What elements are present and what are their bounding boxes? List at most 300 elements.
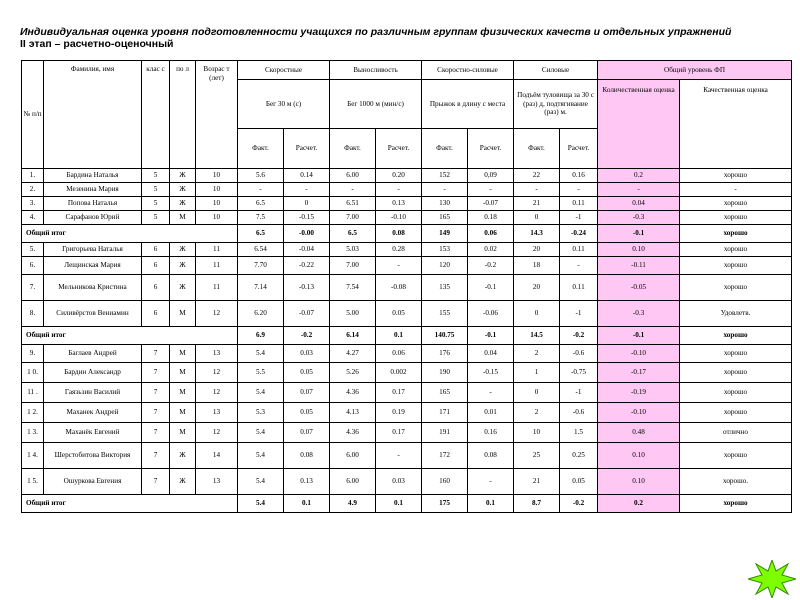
cell-sc: 0.16 — [560, 169, 598, 183]
cell-sex: М — [170, 211, 196, 225]
cell-class: 7 — [142, 443, 170, 469]
cell-class: 7 — [142, 363, 170, 383]
cell-quantitative: -0.19 — [598, 383, 680, 403]
cell-jf: 171 — [422, 403, 468, 423]
total-row — [22, 225, 792, 243]
cell-sc: -0.2 — [560, 327, 598, 345]
cell-num: 1 4. — [22, 443, 44, 469]
cell-qualitative: - — [680, 183, 792, 197]
cell-r30f: 6.5 — [238, 197, 284, 211]
cell-sex: М — [170, 363, 196, 383]
cell-name: Бардина Наталья — [44, 169, 142, 183]
cell-age: 10 — [196, 169, 238, 183]
cell-quantitative: 0.10 — [598, 243, 680, 257]
cell-sex: Ж — [170, 169, 196, 183]
cell-jc: -0.15 — [468, 363, 514, 383]
cell-num: 6. — [22, 257, 44, 275]
cell-num: 8. — [22, 301, 44, 327]
cell-sf: 0 — [514, 211, 560, 225]
table-row — [22, 169, 792, 183]
cell-quantitative: -0.1 — [598, 327, 680, 345]
cell-jc: 0.1 — [468, 495, 514, 513]
cell-sf: 8.7 — [514, 495, 560, 513]
cell-name: Сарафанов Юрий — [44, 211, 142, 225]
cell-qualitative: хорошо — [680, 363, 792, 383]
cell-r1000c: 0.05 — [376, 301, 422, 327]
cell-r30c: 0.1 — [284, 495, 330, 513]
cell-age: 10 — [196, 211, 238, 225]
cell-r1000f: 6.00 — [330, 469, 376, 495]
cell-name: Бардин Александр — [44, 363, 142, 383]
cell-sf: 18 — [514, 257, 560, 275]
cell-age: 14 — [196, 443, 238, 469]
cell-r30c: -0.22 — [284, 257, 330, 275]
cell-name: Силивёрстов Вениамин — [44, 301, 142, 327]
cell-jc: 0.18 — [468, 211, 514, 225]
cell-quantitative: 0.2 — [598, 169, 680, 183]
cell-num: 5. — [22, 243, 44, 257]
cell-r1000c: 0.20 — [376, 169, 422, 183]
cell-r1000c: - — [376, 257, 422, 275]
cell-quantitative: - — [598, 183, 680, 197]
header-calc: Расчет. — [468, 129, 514, 169]
cell-num: 1 3. — [22, 423, 44, 443]
cell-r1000f: 7.00 — [330, 257, 376, 275]
cell-jf: 172 — [422, 443, 468, 469]
table-row — [22, 383, 792, 403]
cell-sf: 20 — [514, 243, 560, 257]
cell-quantitative: 0.2 — [598, 495, 680, 513]
cell-r1000f: 4.36 — [330, 423, 376, 443]
cell-sc: -0.24 — [560, 225, 598, 243]
cell-age: 13 — [196, 403, 238, 423]
cell-r30f: 5.4 — [238, 495, 284, 513]
cell-jf: 191 — [422, 423, 468, 443]
cell-name: Григорьева Наталья — [44, 243, 142, 257]
cell-r30c: -0.15 — [284, 211, 330, 225]
header-age: Возрас т (лет) — [196, 61, 238, 169]
cell-jf: 152 — [422, 169, 468, 183]
cell-jf: 160 — [422, 469, 468, 495]
cell-sc: -0.6 — [560, 345, 598, 363]
total-row — [22, 495, 792, 513]
header-quantitative: Количественная оценка — [598, 80, 680, 169]
cell-r30f: 6.20 — [238, 301, 284, 327]
cell-sf: 14.3 — [514, 225, 560, 243]
assessment-table — [21, 60, 792, 513]
cell-sex: М — [170, 383, 196, 403]
header-strength: Силовые — [514, 61, 598, 80]
cell-qualitative: хорошо — [680, 169, 792, 183]
cell-r30f: 5.5 — [238, 363, 284, 383]
cell-jc: - — [468, 183, 514, 197]
cell-sf: 14.5 — [514, 327, 560, 345]
cell-num: 7. — [22, 275, 44, 301]
cell-age: 11 — [196, 243, 238, 257]
cell-r1000c: 0.1 — [376, 495, 422, 513]
cell-sc: -1 — [560, 383, 598, 403]
cell-sc: 1.5 — [560, 423, 598, 443]
header-class: клас с — [142, 61, 170, 169]
cell-r30c: -0.04 — [284, 243, 330, 257]
cell-sc: - — [560, 183, 598, 197]
cell-r30f: 7.5 — [238, 211, 284, 225]
cell-jc: 0.01 — [468, 403, 514, 423]
cell-num: 1. — [22, 169, 44, 183]
cell-r30c: 0.05 — [284, 403, 330, 423]
cell-quantitative: 0.10 — [598, 443, 680, 469]
cell-jf: 130 — [422, 197, 468, 211]
cell-r1000f: 4.9 — [330, 495, 376, 513]
cell-r1000c: 0.03 — [376, 469, 422, 495]
header-speed-strength: Скоростно-силовые — [422, 61, 514, 80]
cell-r30c: 0.14 — [284, 169, 330, 183]
cell-sf: 22 — [514, 169, 560, 183]
cell-r1000c: 0.17 — [376, 383, 422, 403]
cell-r30f: - — [238, 183, 284, 197]
total-label: Общий итог — [22, 327, 238, 345]
table-row — [22, 211, 792, 225]
cell-sf: 25 — [514, 443, 560, 469]
cell-jc: 0.06 — [468, 225, 514, 243]
cell-sc: -1 — [560, 301, 598, 327]
cell-r30f: 5.4 — [238, 345, 284, 363]
cell-sc: -0.2 — [560, 495, 598, 513]
cell-sc: -0.75 — [560, 363, 598, 383]
cell-r1000f: 6.00 — [330, 443, 376, 469]
cell-qualitative: хорошо — [680, 243, 792, 257]
header-fact: Факт. — [330, 129, 376, 169]
cell-num: 2. — [22, 183, 44, 197]
cell-sf: 2 — [514, 345, 560, 363]
cell-r1000c: 0.002 — [376, 363, 422, 383]
cell-sf: 21 — [514, 197, 560, 211]
cell-r30c: 0.13 — [284, 469, 330, 495]
cell-quantitative: 0.48 — [598, 423, 680, 443]
cell-sex: М — [170, 345, 196, 363]
header-num: № п/п — [22, 61, 44, 169]
cell-quantitative: -0.17 — [598, 363, 680, 383]
cell-sf: 2 — [514, 403, 560, 423]
table-row — [22, 443, 792, 469]
cell-r1000f: 4.27 — [330, 345, 376, 363]
cell-qualitative: хорошо — [680, 275, 792, 301]
header-fact: Факт. — [514, 129, 560, 169]
cell-r1000c: - — [376, 183, 422, 197]
cell-quantitative: -0.05 — [598, 275, 680, 301]
cell-sc: -1 — [560, 211, 598, 225]
cell-r30c: -0.2 — [284, 327, 330, 345]
cell-r1000f: 4.36 — [330, 383, 376, 403]
cell-r1000f: 6.5 — [330, 225, 376, 243]
cell-class: 5 — [142, 211, 170, 225]
cell-jf: 165 — [422, 383, 468, 403]
cell-r1000f: 5.26 — [330, 363, 376, 383]
cell-sex: Ж — [170, 443, 196, 469]
cell-r30c: -0.13 — [284, 275, 330, 301]
cell-class: 6 — [142, 243, 170, 257]
title-line-1: Индивидуальная оценка уровня подготовленности учащихся по различным группам физических качеств и отдельных упражнений — [20, 26, 732, 38]
cell-quantitative: 0.04 — [598, 197, 680, 211]
cell-r30c: 0.07 — [284, 423, 330, 443]
cell-name: Маханек Андрей — [44, 403, 142, 423]
cell-qualitative: хорошо — [680, 345, 792, 363]
cell-r30f: 5.4 — [238, 423, 284, 443]
cell-r1000c: -0.10 — [376, 211, 422, 225]
cell-r30f: 5.3 — [238, 403, 284, 423]
total-row — [22, 327, 792, 345]
cell-r30f: 6.5 — [238, 225, 284, 243]
header-name: Фамилия, имя — [44, 61, 142, 169]
cell-num: 1 0. — [22, 363, 44, 383]
cell-r30c: 0 — [284, 197, 330, 211]
cell-r1000c: 0.19 — [376, 403, 422, 423]
cell-r1000f: 5.03 — [330, 243, 376, 257]
starburst-icon — [748, 560, 796, 598]
cell-r30c: 0.05 — [284, 363, 330, 383]
cell-sc: 0.11 — [560, 275, 598, 301]
cell-r1000f: 7.54 — [330, 275, 376, 301]
cell-quantitative: -0.1 — [598, 225, 680, 243]
cell-quantitative: -0.3 — [598, 211, 680, 225]
cell-jf: 153 — [422, 243, 468, 257]
cell-jf: 135 — [422, 275, 468, 301]
cell-num: 1 5. — [22, 469, 44, 495]
cell-qualitative: хорошо. — [680, 469, 792, 495]
header-fp-level: Общий уровень ФП — [598, 61, 792, 80]
cell-quantitative: -0.3 — [598, 301, 680, 327]
cell-jf: 175 — [422, 495, 468, 513]
cell-quantitative: -0.10 — [598, 403, 680, 423]
cell-qualitative: хорошо — [680, 197, 792, 211]
total-label: Общий итог — [22, 225, 238, 243]
cell-jf: 165 — [422, 211, 468, 225]
cell-sex: Ж — [170, 197, 196, 211]
cell-jc: -0.1 — [468, 327, 514, 345]
cell-r30c: - — [284, 183, 330, 197]
cell-r30f: 6.54 — [238, 243, 284, 257]
table-row — [22, 469, 792, 495]
cell-qualitative: хорошо — [680, 403, 792, 423]
cell-sex: М — [170, 403, 196, 423]
cell-num: 11 . — [22, 383, 44, 403]
table-row — [22, 243, 792, 257]
total-label: Общий итог — [22, 495, 238, 513]
table-row — [22, 197, 792, 211]
header-fact: Факт. — [422, 129, 468, 169]
cell-sex: Ж — [170, 257, 196, 275]
cell-jc: - — [468, 383, 514, 403]
cell-name: Ошуркова Евгения — [44, 469, 142, 495]
cell-sex: Ж — [170, 469, 196, 495]
cell-jc: 0.02 — [468, 243, 514, 257]
cell-sf: 21 — [514, 469, 560, 495]
cell-name: Баглаев Андрей — [44, 345, 142, 363]
cell-jf: 176 — [422, 345, 468, 363]
cell-r30f: 5.4 — [238, 469, 284, 495]
table-row — [22, 301, 792, 327]
cell-jc: -0.2 — [468, 257, 514, 275]
cell-sex: Ж — [170, 243, 196, 257]
cell-qualitative: хорошо — [680, 443, 792, 469]
cell-r1000f: 4.13 — [330, 403, 376, 423]
cell-sex: М — [170, 301, 196, 327]
cell-sf: 0 — [514, 301, 560, 327]
cell-qualitative: хорошо — [680, 383, 792, 403]
cell-age: 11 — [196, 275, 238, 301]
cell-sf: 10 — [514, 423, 560, 443]
table-row — [22, 363, 792, 383]
table-row — [22, 345, 792, 363]
cell-r1000c: - — [376, 443, 422, 469]
cell-sc: 0.05 — [560, 469, 598, 495]
header-run1000: Бег 1000 м (мин/с) — [330, 80, 422, 129]
cell-r30f: 6.9 — [238, 327, 284, 345]
cell-r30f: 7.14 — [238, 275, 284, 301]
cell-qualitative: хорошо — [680, 495, 792, 513]
header-run30: Бег 30 м (с) — [238, 80, 330, 129]
cell-r30c: -0.00 — [284, 225, 330, 243]
cell-jc: -0.06 — [468, 301, 514, 327]
cell-age: 10 — [196, 197, 238, 211]
cell-class: 6 — [142, 301, 170, 327]
header-qualitative: Качественная оценка — [680, 80, 792, 169]
cell-r30f: 7.70 — [238, 257, 284, 275]
cell-jc: 0.04 — [468, 345, 514, 363]
cell-r30f: 5.6 — [238, 169, 284, 183]
cell-qualitative: хорошо — [680, 327, 792, 345]
cell-jc: 0,09 — [468, 169, 514, 183]
cell-jc: 0.08 — [468, 443, 514, 469]
cell-qualitative: хорошо — [680, 257, 792, 275]
cell-jc: - — [468, 469, 514, 495]
cell-class: 5 — [142, 183, 170, 197]
cell-r1000f: 6.51 — [330, 197, 376, 211]
cell-name: Мельникова Кристина — [44, 275, 142, 301]
header-row-groups — [22, 61, 792, 80]
cell-r1000f: 5.00 — [330, 301, 376, 327]
cell-r30c: 0.03 — [284, 345, 330, 363]
cell-jf: 190 — [422, 363, 468, 383]
cell-name: Шерстобитова Виктория — [44, 443, 142, 469]
table-row — [22, 257, 792, 275]
cell-sc: 0.11 — [560, 243, 598, 257]
cell-r1000c: 0.1 — [376, 327, 422, 345]
cell-jc: -0.1 — [468, 275, 514, 301]
cell-jc: 0.16 — [468, 423, 514, 443]
header-sex: по л — [170, 61, 196, 169]
cell-class: 5 — [142, 169, 170, 183]
cell-r30c: 0.08 — [284, 443, 330, 469]
cell-age: 12 — [196, 301, 238, 327]
header-calc: Расчет. — [560, 129, 598, 169]
cell-r30f: 5.4 — [238, 383, 284, 403]
cell-name: Маханёк Евгений — [44, 423, 142, 443]
cell-class: 7 — [142, 423, 170, 443]
cell-jf: 149 — [422, 225, 468, 243]
cell-class: 6 — [142, 257, 170, 275]
header-calc: Расчет. — [376, 129, 422, 169]
cell-jf: 120 — [422, 257, 468, 275]
cell-age: 12 — [196, 363, 238, 383]
header-calc: Расчет. — [284, 129, 330, 169]
cell-class: 7 — [142, 383, 170, 403]
cell-r1000c: 0.08 — [376, 225, 422, 243]
cell-jf: 155 — [422, 301, 468, 327]
cell-sc: 0.11 — [560, 197, 598, 211]
cell-age: 13 — [196, 469, 238, 495]
table-row — [22, 275, 792, 301]
cell-quantitative: 0.10 — [598, 469, 680, 495]
cell-sc: - — [560, 257, 598, 275]
cell-qualitative: хорошо — [680, 225, 792, 243]
cell-r1000c: 0.28 — [376, 243, 422, 257]
document-title — [20, 26, 790, 51]
cell-jc: -0.07 — [468, 197, 514, 211]
cell-jf: 140.75 — [422, 327, 468, 345]
cell-jf: - — [422, 183, 468, 197]
cell-age: 13 — [196, 345, 238, 363]
cell-sf: - — [514, 183, 560, 197]
cell-class: 6 — [142, 275, 170, 301]
table-row — [22, 403, 792, 423]
cell-r30f: 5.4 — [238, 443, 284, 469]
cell-name: Лещинская Мария — [44, 257, 142, 275]
header-speed: Скоростные — [238, 61, 330, 80]
cell-age: 12 — [196, 383, 238, 403]
title-line-2: II этап – расчетно-оценочный — [20, 38, 174, 50]
cell-sf: 1 — [514, 363, 560, 383]
table-row — [22, 183, 792, 197]
cell-class: 7 — [142, 345, 170, 363]
cell-qualitative: отлично — [680, 423, 792, 443]
cell-r30c: 0.07 — [284, 383, 330, 403]
cell-qualitative: хорошо — [680, 211, 792, 225]
cell-r1000c: 0.06 — [376, 345, 422, 363]
cell-num: 1 2. — [22, 403, 44, 423]
cell-r1000c: 0.13 — [376, 197, 422, 211]
cell-r1000f: - — [330, 183, 376, 197]
cell-sex: М — [170, 423, 196, 443]
cell-sex: Ж — [170, 275, 196, 301]
table-row — [22, 423, 792, 443]
cell-r1000f: 6.14 — [330, 327, 376, 345]
cell-sf: 0 — [514, 383, 560, 403]
cell-qualitative: Удовлетв. — [680, 301, 792, 327]
cell-r1000c: 0.17 — [376, 423, 422, 443]
cell-r1000f: 7.00 — [330, 211, 376, 225]
cell-num: 9. — [22, 345, 44, 363]
cell-class: 5 — [142, 197, 170, 211]
cell-r1000c: -0.08 — [376, 275, 422, 301]
cell-quantitative: -0.10 — [598, 345, 680, 363]
cell-sex: Ж — [170, 183, 196, 197]
cell-r1000f: 6.00 — [330, 169, 376, 183]
cell-quantitative: -0.11 — [598, 257, 680, 275]
cell-class: 7 — [142, 403, 170, 423]
cell-name: Мезенина Мария — [44, 183, 142, 197]
cell-sc: 0.25 — [560, 443, 598, 469]
cell-r30c: -0.07 — [284, 301, 330, 327]
cell-sf: 20 — [514, 275, 560, 301]
cell-age: 11 — [196, 257, 238, 275]
cell-num: 3. — [22, 197, 44, 211]
header-pullups: Подъём туловища за 30 с (раз) д, подтягивание (раз) м. — [514, 80, 598, 129]
cell-age: 10 — [196, 183, 238, 197]
header-fact: Факт. — [238, 129, 284, 169]
cell-class: 7 — [142, 469, 170, 495]
header-jump: Прыжок в длину с места — [422, 80, 514, 129]
